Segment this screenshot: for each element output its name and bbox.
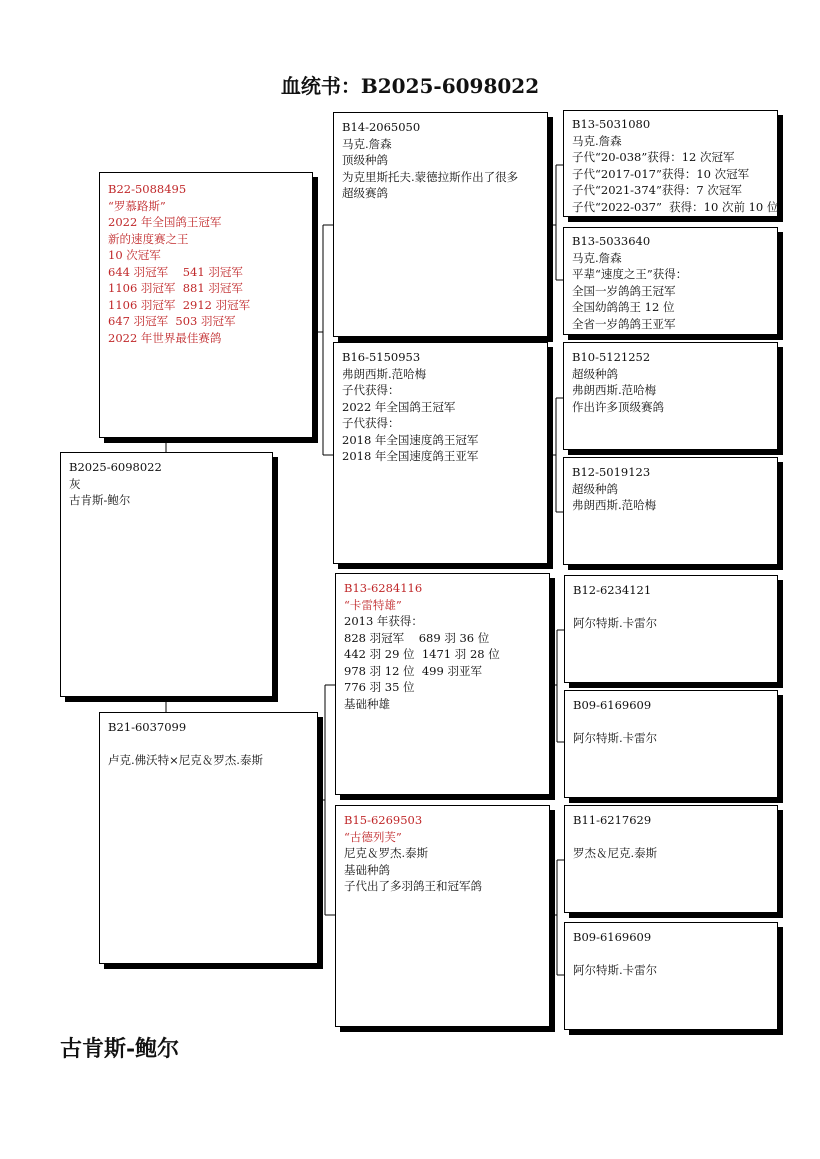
sire-sire-card: [333, 112, 548, 337]
dam-breeder: 卢克.佛沃特×尼克＆罗杰.泰斯: [108, 753, 263, 767]
ssd-line: 全国幼鸽鸽王 12 位: [572, 300, 675, 314]
ss-line: 马克.詹森: [342, 136, 392, 151]
dsd-line: [573, 714, 769, 731]
ds-line: 776 羽 35 位: [344, 680, 415, 694]
subject-ring-number: B2025-6098022: [69, 460, 162, 474]
sdd-ring-number: B12-5019123: [572, 465, 651, 479]
sire-line: 10 次冠军: [108, 248, 161, 262]
sss-line: 马克.詹森: [572, 133, 622, 148]
dd-line: 子代出了多羽鸽王和冠军鸽: [344, 879, 482, 893]
sd-line: 子代获得：: [342, 416, 400, 430]
sire-line: 2022 年全国鸽王冠军: [108, 215, 222, 229]
dss-card: [564, 575, 778, 683]
dam-card: [99, 712, 318, 964]
ss-line: 顶级种鸽: [342, 153, 388, 167]
sire-line: 647 羽冠军 503 羽冠军: [108, 314, 236, 328]
dam-sire-card: [335, 573, 550, 795]
ds-ring-number: B13-6284116: [344, 581, 423, 595]
sds-line: 弗朗西斯.范哈梅: [572, 383, 657, 397]
sire-line: 2022 年世界最佳赛鸽: [108, 330, 222, 345]
sd-ring-number: B16-5150953: [342, 350, 421, 364]
ds-name: “卡雷特雄”: [344, 597, 402, 612]
sire-line: 644 羽冠军 541 羽冠军: [108, 264, 243, 279]
ddd-ring-number: B09-6169609: [573, 930, 652, 944]
dd-name: “古德列芙”: [344, 829, 402, 844]
sire-name: “罗慕路斯”: [108, 198, 166, 213]
sss-line: 子代“2021-374”获得：7 次冠军: [572, 183, 742, 197]
dam-dam-card: [335, 805, 550, 1027]
sds-card: [563, 342, 778, 450]
sd-line: 2018 年全国速度鸽王冠军: [342, 432, 479, 447]
owner-name: 古肯斯-鲍尔: [60, 1036, 180, 1062]
sss-line: 子代“2017-017”获得：10 次冠军: [572, 166, 750, 181]
sdd-line: 超级种鸽: [572, 481, 618, 496]
sire-card: [99, 172, 313, 438]
sire-dam-card: [333, 342, 548, 564]
ds-line: 978 羽 12 位 499 羽亚军: [344, 663, 482, 678]
sire-line: 1106 羽冠军 881 羽冠军: [108, 281, 243, 295]
ssd-ring-number: B13-5033640: [572, 234, 651, 248]
ds-line: 828 羽冠军 689 羽 36 位: [344, 630, 490, 645]
sds-line: 作出许多顶级赛鸽: [572, 399, 664, 414]
dsd-card: [564, 690, 778, 798]
sire-line: 新的速度赛之王: [108, 231, 189, 246]
ds-line: 442 羽 29 位 1471 羽 28 位: [344, 647, 500, 661]
sd-line: 2022 年全国鸽王冠军: [342, 399, 456, 414]
ddd-line: [573, 946, 769, 963]
ssd-line: 马克.詹森: [572, 250, 622, 265]
sss-ring-number: B13-5031080: [572, 117, 651, 131]
dam-ring-number: B21-6037099: [108, 720, 187, 734]
sds-ring-number: B10-5121252: [572, 350, 651, 364]
ssd-card: [563, 227, 778, 335]
sds-line: 超级种鸽: [572, 366, 618, 381]
dd-line: 尼克＆罗杰.泰斯: [344, 846, 429, 860]
sd-line: 2018 年全国速度鸽王亚军: [342, 449, 479, 463]
sire-line: 1106 羽冠军 2912 羽冠军: [108, 297, 251, 312]
ssd-line: 全国一岁鸽鸽王冠军: [572, 283, 676, 298]
page-title: 血统书：B2025-6098022: [280, 74, 540, 98]
sss-line: 子代“20-038”获得：12 次冠军: [572, 150, 735, 164]
ss-line: 超级赛鸽: [342, 186, 388, 200]
ds-line: 基础种雄: [344, 696, 390, 711]
ddd-card: [564, 922, 778, 1030]
sd-line: 子代获得：: [342, 383, 400, 397]
ds-line: 2013 年获得：: [344, 614, 423, 628]
dds-breeder: 罗杰＆尼克.泰斯: [573, 846, 658, 860]
sss-card: [563, 110, 778, 217]
dam-line: [108, 736, 309, 753]
ssd-line: 全省一岁鸽鸽王亚军: [572, 316, 676, 331]
ssd-line: 平辈“速度之王”获得：: [572, 267, 688, 281]
sdd-line: 弗朗西斯.范哈梅: [572, 498, 657, 512]
sdd-card: [563, 457, 778, 565]
dd-line: 基础种鸽: [344, 862, 390, 877]
dsd-breeder: 阿尔特斯.卡雷尔: [573, 731, 658, 745]
subject-color: 灰: [69, 476, 81, 491]
sire-ring-number: B22-5088495: [108, 182, 187, 196]
dd-ring-number: B15-6269503: [344, 813, 423, 827]
subject-pigeon-card: [60, 452, 273, 697]
dss-line: [573, 599, 769, 616]
sd-line: 弗朗西斯.范哈梅: [342, 366, 427, 381]
dss-breeder: 阿尔特斯.卡雷尔: [573, 616, 658, 630]
dds-line: [573, 829, 769, 846]
ss-line: 为克里斯托夫.蒙德拉斯作出了很多: [342, 169, 519, 184]
sss-line: 子代“2022-037” 获得：10 次前 10 位: [572, 199, 779, 214]
dsd-ring-number: B09-6169609: [573, 698, 652, 712]
dds-card: [564, 805, 778, 913]
subject-breeder: 古肯斯-鲍尔: [69, 493, 131, 507]
dss-ring-number: B12-6234121: [573, 583, 652, 597]
ddd-breeder: 阿尔特斯.卡雷尔: [573, 963, 658, 977]
dds-ring-number: B11-6217629: [573, 813, 652, 827]
ss-ring-number: B14-2065050: [342, 120, 421, 134]
